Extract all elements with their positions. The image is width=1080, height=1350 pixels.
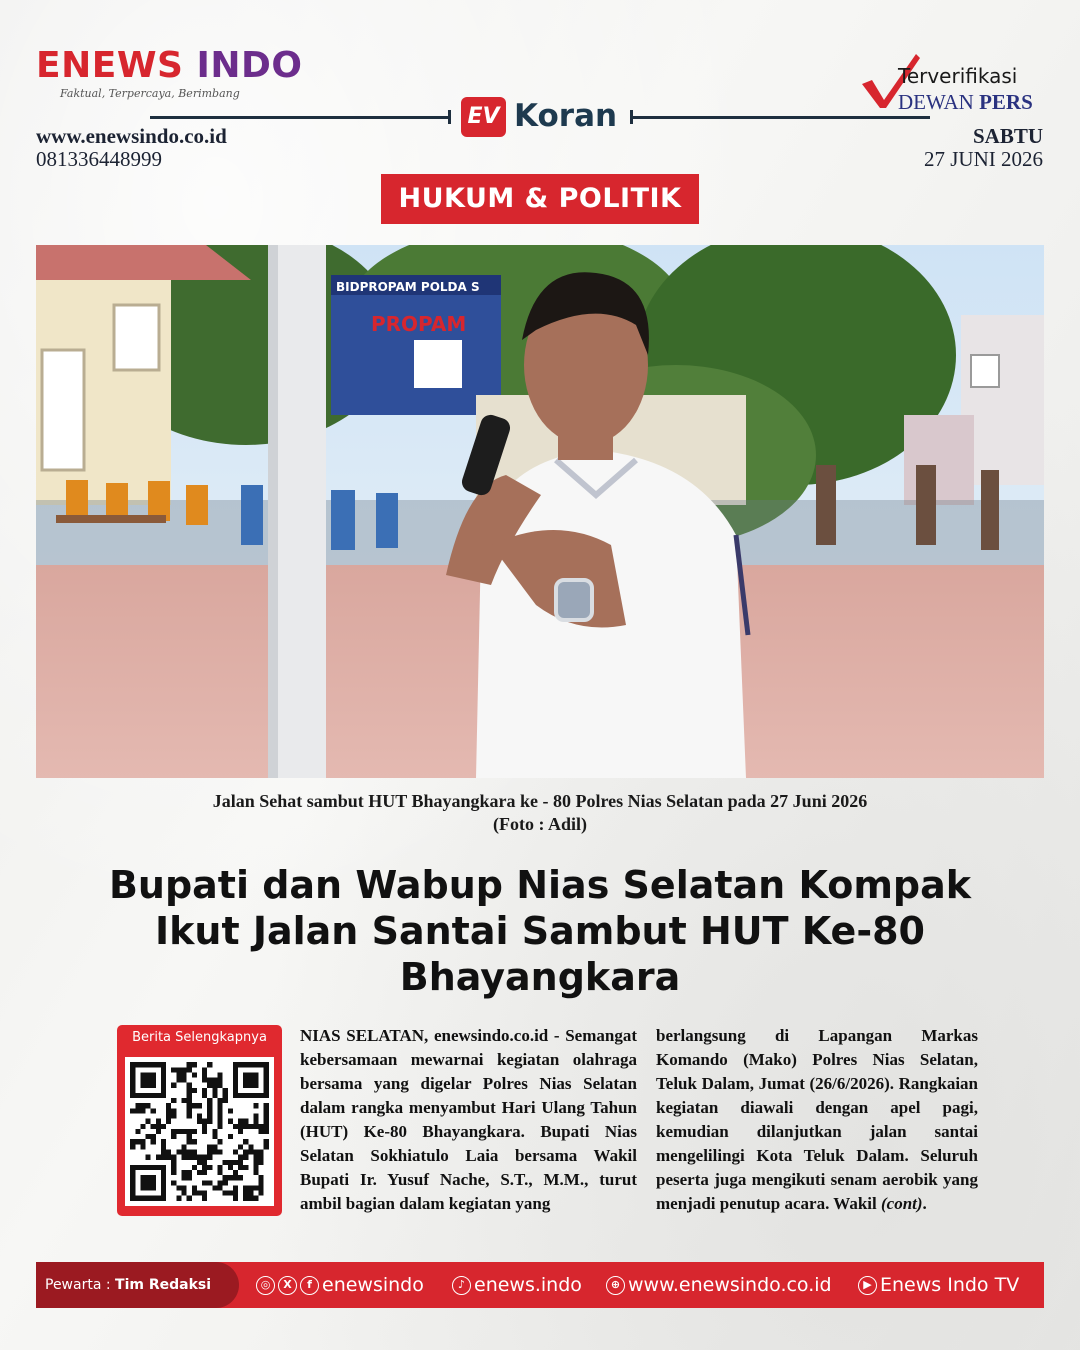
social-tiktok[interactable] <box>452 1262 582 1308</box>
banner-text-1: BIDPROPAM POLDA S <box>336 280 480 294</box>
koran-logo-icon: EV <box>461 97 506 137</box>
continued-marker[interactable]: (cont) <box>880 1194 923 1213</box>
reporter-label: Pewarta : <box>45 1277 116 1293</box>
social-handle[interactable]: enewsindo <box>322 1274 424 1296</box>
continued-end: . <box>922 1194 927 1213</box>
photo-caption: Jalan Sehat sambut HUT Bhayangkara ke - 80 Polres Nias Selatan pada 27 Juni 2026 <box>212 791 868 811</box>
article-column-1: NIAS SELATAN, enewsindo.co.id - Semangat kebersamaan mewarnai kegiatan olahraga bersama yang digelar Polres Nias Selatan dalam rangka menyambut Hari Ulang Tahun (HUT) Ke-80 Bhayangkara. Bupati Nias Selatan Sokhiatulo Laia bersama Wakil Bupati Ir. Yusuf Nache, S.T., M.M., turut ambil bagian dalam kegiatan yang <box>300 1026 637 1213</box>
facebook-icon[interactable]: f <box>300 1276 319 1295</box>
category-badge[interactable]: HUKUM & POLITIK <box>381 174 699 224</box>
photo-credit: (Foto : Adil) <box>493 814 587 834</box>
website-link[interactable]: www.enewsindo.co.id <box>628 1274 832 1296</box>
site-url[interactable]: www.enewsindo.co.id <box>36 124 227 148</box>
dewan-pers-label <box>898 90 1033 115</box>
qr-label: Berita Selengkapnya <box>132 1030 267 1045</box>
brand-enews: ENEWS <box>36 45 184 86</box>
issue-day: SABTU <box>972 124 1043 148</box>
verified-label: Terverifikasi <box>898 64 1018 88</box>
reporter-box <box>36 1262 239 1308</box>
social-website[interactable] <box>606 1262 832 1308</box>
masthead-rule-left <box>150 116 450 119</box>
news-photo <box>36 245 1044 778</box>
phone-number: 081336448999 <box>36 147 162 171</box>
instagram-icon[interactable]: ◎ <box>256 1276 275 1295</box>
brand-tagline: Faktual, Terpercaya, Berimbang <box>60 87 240 100</box>
qr-code-icon[interactable] <box>125 1057 274 1206</box>
tiktok-icon[interactable]: ♪ <box>452 1276 471 1295</box>
koran-label: Koran <box>514 98 618 134</box>
brand-indo: INDO <box>183 45 303 86</box>
masthead-rule-right <box>630 116 930 119</box>
youtube-channel[interactable]: Enews Indo TV <box>880 1274 1020 1296</box>
pers-text: PERS <box>979 90 1033 114</box>
issue-date: 27 JUNI 2026 <box>924 147 1043 171</box>
youtube-icon[interactable]: ▶ <box>858 1276 877 1295</box>
social-enewsindo[interactable] <box>256 1262 424 1308</box>
banner-text-2: PROPAM <box>371 312 467 336</box>
social-youtube[interactable] <box>858 1262 1019 1308</box>
qr-code-graphic <box>125 1057 274 1206</box>
dewan-text: DEWAN <box>898 90 980 114</box>
rule-cap <box>630 110 633 124</box>
rule-cap <box>448 110 451 124</box>
article-headline: Bupati dan Wabup Nias Selatan Kompak Ikut Jalan Santai Sambut HUT Ke-80 Bhayangkara <box>108 863 972 999</box>
news-photo-illustration <box>36 245 1044 778</box>
x-icon[interactable]: X <box>278 1276 297 1295</box>
globe-icon[interactable]: ⊕ <box>606 1276 625 1295</box>
reporter-name: Tim Redaksi <box>115 1277 212 1293</box>
article-column-2 <box>656 1024 978 1216</box>
brand-logo <box>36 45 303 86</box>
tiktok-handle[interactable]: enews.indo <box>474 1274 582 1296</box>
article-column-2-text: berlangsung di Lapangan Markas Komando (Mako) Polres Nias Selatan, Teluk Dalam, Jumat (26/6/2026). Rangkaian kegiatan diawali dengan apel pagi, kemudian dilanjutkan jalan santai mengelilingi Kota Teluk Dalam. Seluruh peserta juga mengikuti senam aerobik yang menjadi penutup acara. Wakil <box>656 1026 978 1213</box>
